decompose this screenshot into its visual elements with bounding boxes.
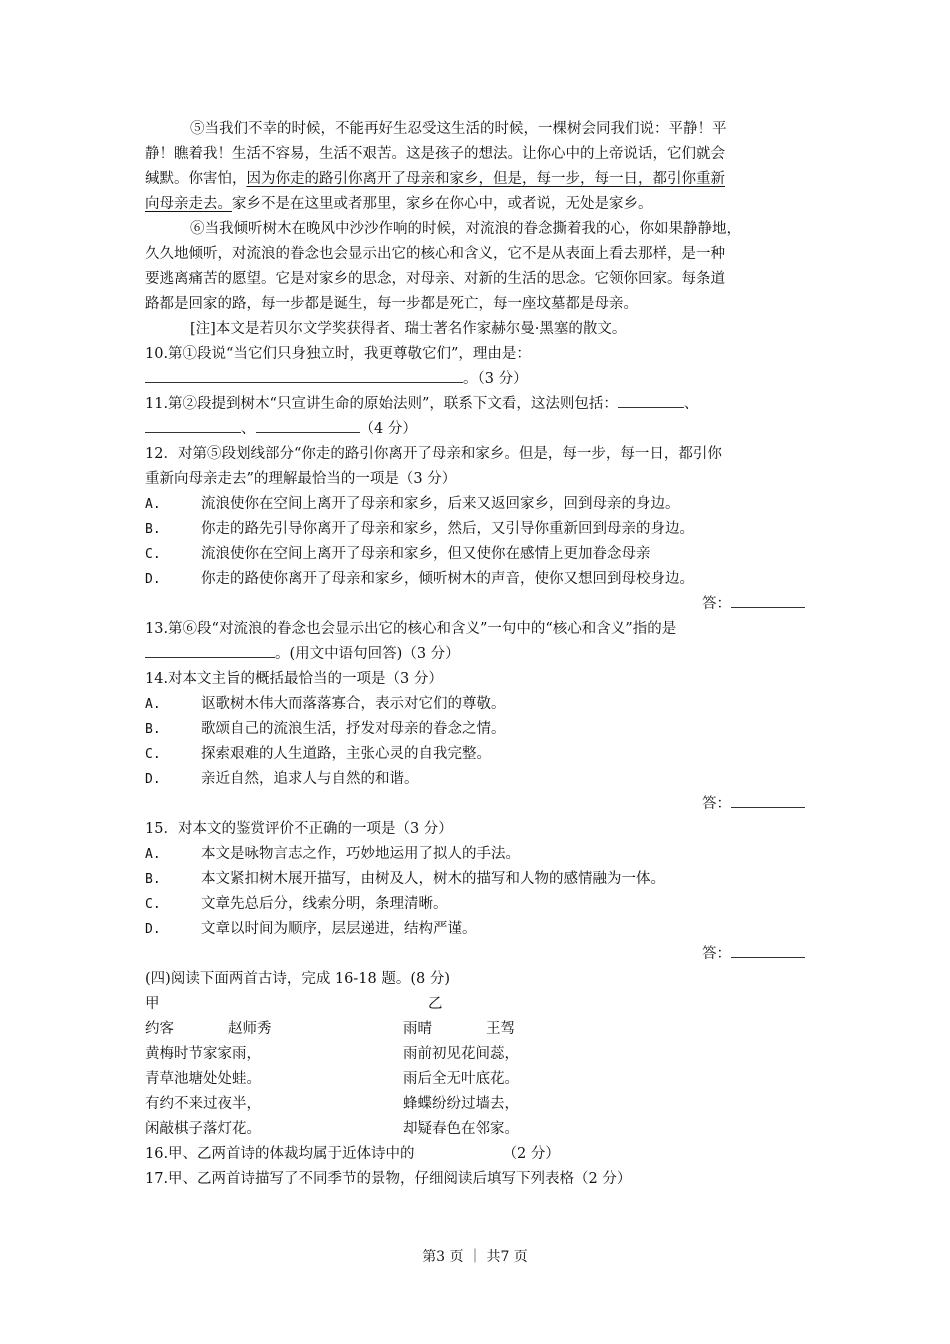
option-text: 文章先总后分，线索分明，条理清晰。 (201, 896, 448, 912)
separator: 、 (241, 421, 256, 437)
question-12-answer (702, 592, 805, 617)
question-11-answer-line (145, 417, 417, 442)
poem-b-line: 蜂蝶纷纷过墙去， (403, 1096, 519, 1112)
option-label: C. (145, 547, 161, 562)
poem-a-author: 赵师秀 (228, 1021, 272, 1037)
passage-p6-line2: 久久地倾听，对流浪的眷念也会显示出它的核心和含义，它不是从表面上看去那样，是一种 (145, 246, 725, 262)
answer-blank[interactable] (145, 642, 275, 658)
question-12-line2: 重新向母亲走去”的理解最恰当的一项是（3 分） (145, 471, 457, 487)
poem-b-mark: 乙 (428, 996, 443, 1012)
passage-p6-line4: 路都是回家的路，每一步都是诞生，每一步都是死亡，每一座坟墓都是母亲。 (145, 296, 638, 312)
question-14-answer (702, 792, 805, 817)
question-12-line1: 12．对第⑤段划线部分“你走的路引你离开了母亲和家乡。但是，每一步，每一日，都引你 (145, 446, 722, 462)
option-text: 你走的路使你离开了母亲和家乡，倾听树木的声音，使你又想回到母校身边。 (201, 571, 694, 587)
passage-p5-text: 家乡不是在这里或者那里，家乡在你心中，或者说，无处是家乡。 (232, 196, 653, 212)
poem-b-line: 却疑春色在邻家。 (403, 1121, 519, 1137)
option-a[interactable] (145, 692, 506, 717)
separator: 、 (683, 396, 699, 412)
option-label: D. (145, 572, 161, 587)
option-label: B. (145, 872, 161, 887)
option-text: 讴歌树木伟大而落落寡合，表示对它们的尊敬。 (201, 696, 506, 712)
option-text: 本文是咏物言志之作，巧妙地运用了拟人的手法。 (201, 846, 520, 862)
option-text: 本文紧扣树木展开描写，由树及人，树木的描写和人物的感情融为一体。 (201, 871, 665, 887)
option-text: 流浪使你在空间上离开了母亲和家乡，后来又返回家乡，回到母亲的身边。 (201, 496, 680, 512)
option-b[interactable] (145, 517, 694, 542)
passage-note: [注]本文是若贝尔文学奖获得者、瑞士著名作家赫尔曼·黑塞的散文。 (190, 321, 627, 337)
passage-p5-line1: ⑤当我们不幸的时候，不能再好生忍受这生活的时候，一棵树会同我们说：平静！平 (190, 121, 727, 137)
answer-blank[interactable] (145, 367, 463, 383)
question-10-score: 。（3 分） (463, 371, 528, 387)
option-label: C. (145, 897, 161, 912)
poem-b-author: 王驾 (486, 1021, 515, 1037)
option-d[interactable] (145, 917, 477, 942)
passage-p5-line2: 静！瞧着我！生活不容易，生活不艰苦。这是孩子的想法。让你心中的上帝说话，它们就会 (145, 146, 725, 162)
question-16 (145, 1142, 560, 1167)
passage-p5-text: 缄默。你害怕， (145, 171, 247, 187)
question-16-score: （2 分） (502, 1146, 560, 1162)
poem-a-line: 闲敲棋子落灯花。 (145, 1121, 261, 1137)
question-11-text: 11.第②段提到树木“只宣讲生命的原始法则”，联系下文看，这法则包括： (145, 396, 618, 412)
answer-label: 答： (702, 946, 731, 962)
option-b[interactable] (145, 717, 506, 742)
question-16-text: 16.甲、乙两首诗的体裁均属于近体诗中的 (145, 1146, 415, 1162)
passage-p5-line3 (145, 167, 725, 192)
answer-blank[interactable] (256, 417, 360, 433)
question-13: 13.第⑥段“对流浪的眷念也会显示出它的核心和含义”一句中的“核心和含义”指的是 (145, 621, 677, 637)
question-15: 15．对本文的鉴赏评价不正确的一项是（3 分） (145, 821, 453, 837)
question-10-answer-line (145, 367, 528, 392)
option-label: B. (145, 722, 161, 737)
poem-b-title: 雨晴 (403, 1021, 432, 1037)
poem-a-line: 黄梅时节家家雨， (145, 1046, 261, 1062)
answer-blank[interactable] (731, 942, 805, 958)
poem-a-line: 有约不来过夜半， (145, 1096, 261, 1112)
option-label: B. (145, 522, 161, 537)
poem-a-title: 约客 (145, 1021, 174, 1037)
poem-a-mark: 甲 (145, 996, 160, 1012)
answer-blank[interactable] (731, 592, 805, 608)
option-text: 探索艰难的人生道路，主张心灵的自我完整。 (201, 746, 491, 762)
underlined-passage: 因为你走的路引你离开了母亲和家乡，但是，每一步，每一日，都引你重新 (246, 171, 725, 187)
option-text: 歌颂自己的流浪生活，抒发对母亲的眷念之情。 (201, 721, 506, 737)
question-11 (145, 392, 698, 417)
passage-p5-line4 (145, 192, 653, 217)
option-text: 亲近自然，追求人与自然的和谐。 (201, 771, 419, 787)
option-text: 流浪使你在空间上离开了母亲和家乡，但又使你在感情上更加眷念母亲 (201, 546, 651, 562)
question-11-score: （4 分） (359, 421, 417, 437)
section-4-heading: (四)阅读下面两首古诗，完成 16-18 题。(8 分) (145, 971, 450, 987)
option-label: D. (145, 772, 161, 787)
option-d[interactable] (145, 567, 694, 592)
question-17: 17.甲、乙两首诗描写了不同季节的景物，仔细阅读后填写下列表格（2 分） (145, 1171, 632, 1187)
option-label: A. (145, 697, 161, 712)
passage-p6-line3: 要逃离痛苦的愿望。它是对家乡的思念，对母亲、对新的生活的思念。它领你回家。每条道 (145, 271, 725, 287)
option-a[interactable] (145, 492, 680, 517)
option-d[interactable] (145, 767, 419, 792)
answer-blank[interactable] (618, 392, 684, 408)
option-c[interactable] (145, 542, 651, 567)
question-15-answer (702, 942, 805, 967)
underlined-passage-end: 向母亲走去。 (145, 196, 232, 212)
option-label: C. (145, 747, 161, 762)
question-13-score: 。(用文中语句回答)（3 分） (275, 646, 460, 662)
answer-blank[interactable] (145, 417, 241, 433)
option-label: A. (145, 497, 161, 512)
question-14: 14.对本文主旨的概括最恰当的一项是（3 分） (145, 671, 443, 687)
option-c[interactable] (145, 892, 448, 917)
answer-blank[interactable] (731, 792, 805, 808)
question-13-answer-line (145, 642, 460, 667)
option-text: 你走的路先引导你离开了母亲和家乡，然后，又引导你重新回到母亲的身边。 (201, 521, 694, 537)
answer-label: 答： (702, 596, 731, 612)
poem-b-line: 雨后全无叶底花。 (403, 1071, 519, 1087)
answer-label: 答： (702, 796, 731, 812)
option-label: A. (145, 847, 161, 862)
passage-p6-line1: ⑥当我倾听树木在晚风中沙沙作响的时候，对流浪的眷念撕着我的心，你如果静静地， (190, 221, 741, 237)
page-footer: 第3 页 ｜ 共7 页 (422, 1249, 528, 1265)
option-a[interactable] (145, 842, 520, 867)
poem-b-line: 雨前初见花间蕊， (403, 1046, 519, 1062)
option-label: D. (145, 922, 161, 937)
poem-a-line: 青草池塘处处蛙。 (145, 1071, 261, 1087)
option-text: 文章以时间为顺序，层层递进，结构严谨。 (201, 921, 477, 937)
option-c[interactable] (145, 742, 491, 767)
option-b[interactable] (145, 867, 665, 892)
question-10: 10.第①段说“当它们只身独立时，我更尊敬它们”，理由是： (145, 346, 531, 362)
